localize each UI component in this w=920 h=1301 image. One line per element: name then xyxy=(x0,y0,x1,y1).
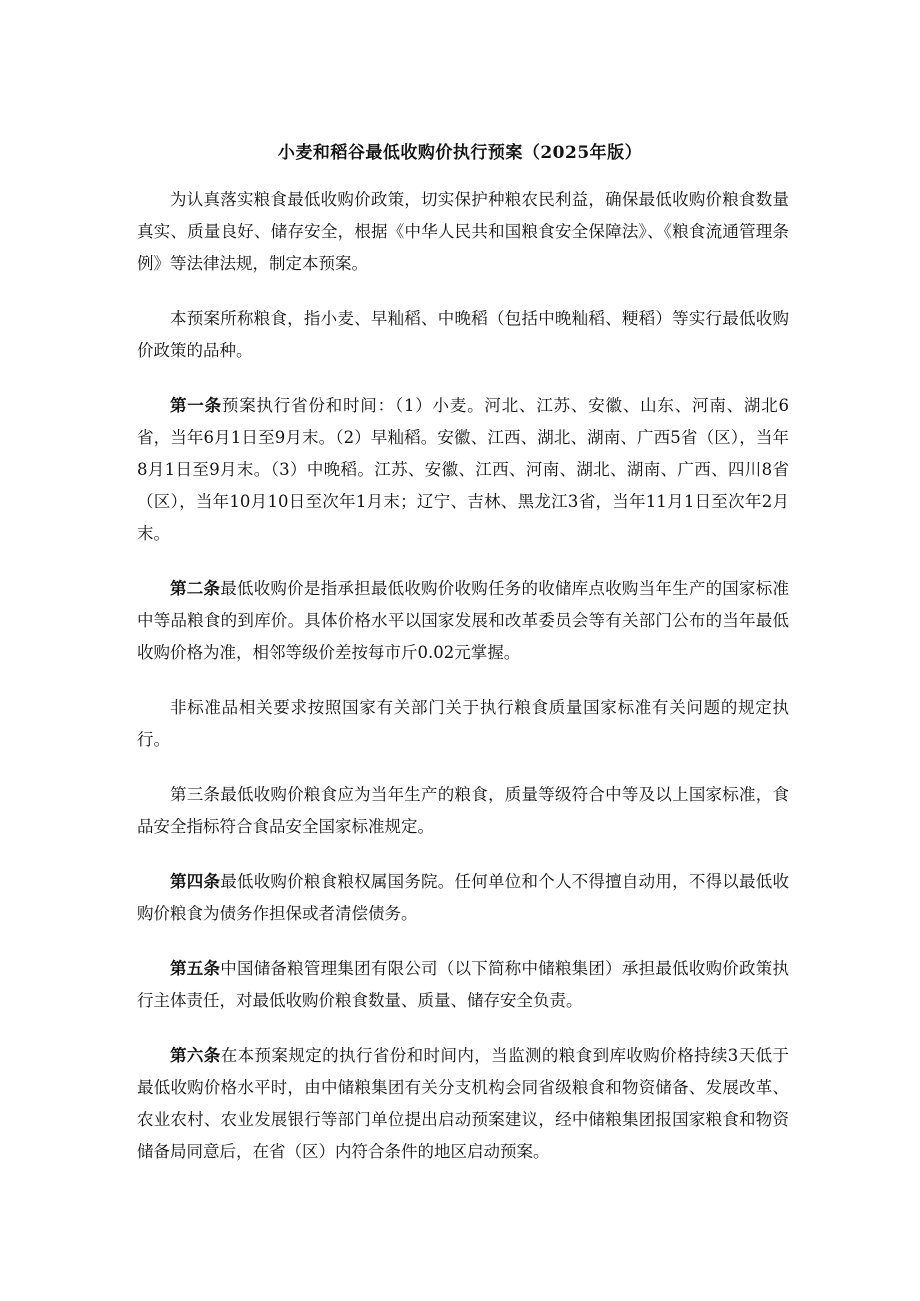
article-label: 第六条 xyxy=(170,1046,221,1065)
article-label: 第一条 xyxy=(170,396,222,415)
article-text: 最低收购价是指承担最低收购价收购任务的收储库点收购当年生产的国家标准中等品粮食的到库价。具体价格水平以国家发展和改革委员会等有关部门公布的当年最低收购价格为准，相邻等级价差按每市斤0.02元掌握。 xyxy=(137,579,790,662)
article-label: 第二条 xyxy=(170,579,221,598)
article-label: 第四条 xyxy=(170,872,221,891)
paragraph-text: 为认真落实粮食最低收购价政策，切实保护种粮农民利益，确保最低收购价粮食数量真实、质量良好、储存安全，根据《中华人民共和国粮食安全保障法》、《粮食流通管理条例》等法律法规，制定本预案。 xyxy=(137,190,789,273)
paragraph-text: 本预案所称粮食，指小麦、早籼稻、中晚稻（包括中晚籼稻、粳稻）等实行最低收购价政策的品种。 xyxy=(137,309,789,360)
article-text: 预案执行省份和时间：（1）小麦。河北、江苏、安徽、山东、河南、湖北6省，当年6月1日至9月末。（2）早籼稻。安徽、江西、湖北、湖南、广西5省（区），当年8月1日至9月末。（3）中晚稻。江苏、安徽、江西、河南、湖北、湖南、广西、四川8省（区），当年10月10日至次年1月末；辽宁、吉林、黑龙江3省，当年11月1日至次年2月末。 xyxy=(137,396,790,543)
paragraph-nonstandard xyxy=(137,692,789,756)
article-3 xyxy=(137,779,789,843)
article-label: 第五条 xyxy=(170,959,221,978)
paragraph-scope xyxy=(137,303,789,367)
article-1 xyxy=(137,390,789,550)
article-text: 最低收购价粮食粮权属国务院。任何单位和个人不得擅自动用，不得以最低收购价粮食为债务作担保或者清偿债务。 xyxy=(137,872,790,923)
paragraph-intro xyxy=(137,184,789,280)
article-6 xyxy=(137,1040,789,1168)
article-2 xyxy=(137,573,789,669)
article-4 xyxy=(137,866,789,930)
article-text: 在本预案规定的执行省份和时间内，当监测的粮食到库收购价格持续3天低于最低收购价格水平时，由中储粮集团有关分支机构会同省级粮食和物资储备、发展改革、农业农村、农业发展银行等部门单位提出启动预案建议，经中储粮集团报国家粮食和物资储备局同意后，在省（区）内符合条件的地区启动预案。 xyxy=(137,1046,790,1161)
document-title: 小麦和稻谷最低收购价执行预案（2025年版） xyxy=(277,143,643,163)
document-body xyxy=(137,184,789,1191)
article-text: 中国储备粮管理集团有限公司（以下简称中储粮集团）承担最低收购价政策执行主体责任，对最低收购价粮食数量、质量、储存安全负责。 xyxy=(137,959,790,1010)
article-text: 第三条最低收购价粮食应为当年生产的粮食，质量等级符合中等及以上国家标准，食品安全指标符合食品安全国家标准规定。 xyxy=(137,785,789,836)
article-5 xyxy=(137,953,789,1017)
paragraph-text: 非标准品相关要求按照国家有关部门关于执行粮食质量国家标准有关问题的规定执行。 xyxy=(137,698,789,749)
